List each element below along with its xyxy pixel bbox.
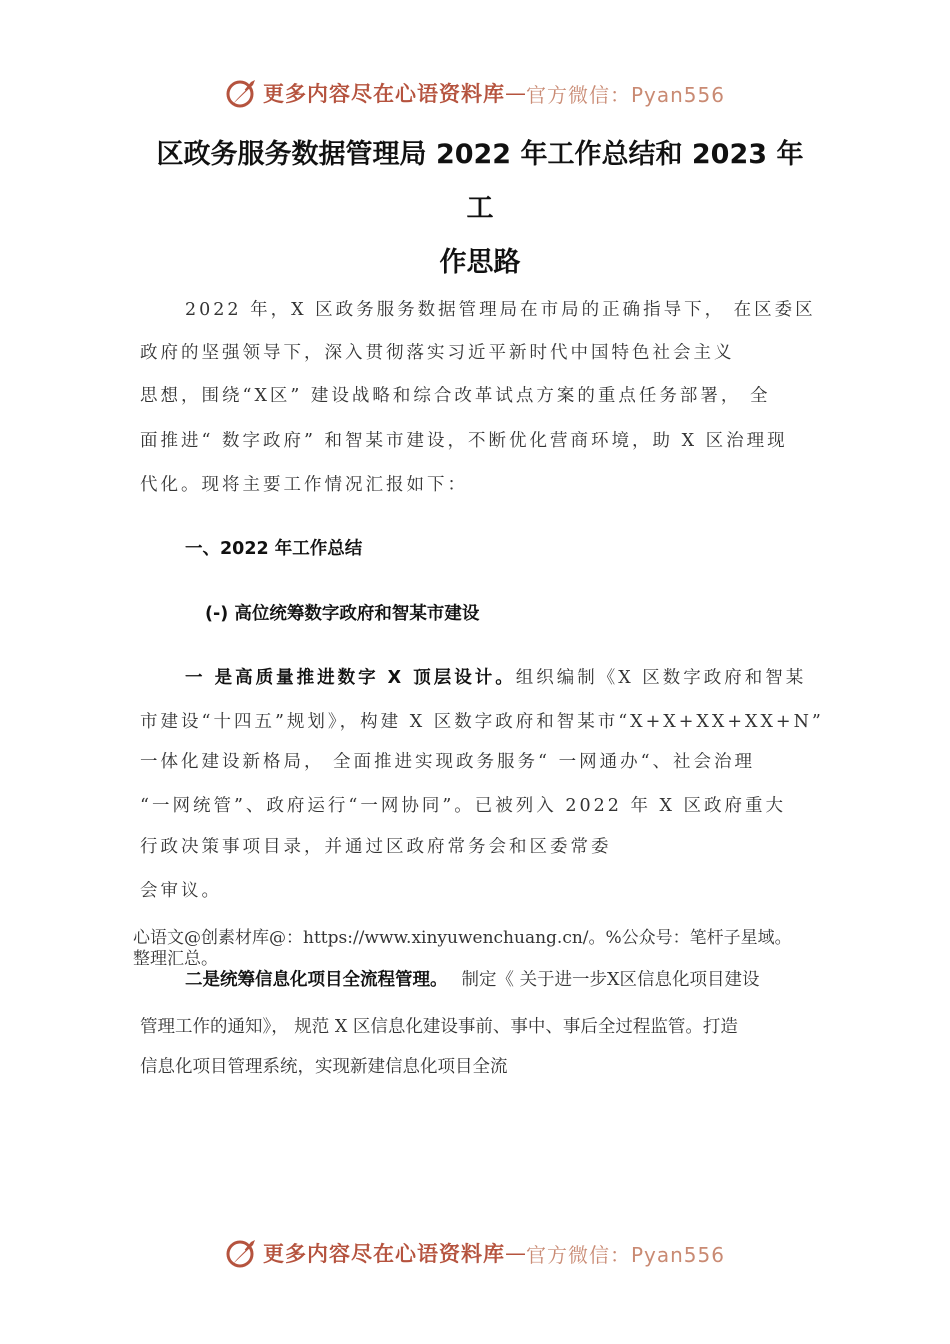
banner-dash: —: [504, 1241, 526, 1265]
banner-main-text: 更多内容尽在心语资料库: [262, 1242, 505, 1266]
banner-dash: —: [504, 81, 526, 105]
paragraph-1-line: 代化。现将主要工作情况汇报如下：: [140, 475, 468, 495]
paragraph-1-line: 面推进“ 数字政府” 和智某市建设，不断优化营商环境，助 X 区治理现: [140, 431, 788, 451]
paragraph-1-line: 思想，围绕“X区” 建设战略和综合改革试点方案的重点任务部署， 全: [140, 386, 771, 406]
paragraph-3-line: 管理工作的通知》， 规范 X 区信息化建设事前、事中、事后全过程监管。打造: [140, 1017, 738, 1037]
document-title: [150, 128, 810, 290]
quill-logo-icon: [225, 76, 259, 110]
source-note-line: 心语文@创素材库@：https://www.xinyuwenchuang.cn/。%公众号：笔杆子星域。: [133, 928, 792, 948]
paragraph-1-line: 2022 年，X 区政务服务数据管理局在市局的正确指导下， 在区委区: [185, 300, 816, 320]
subsection-heading: (-) 高位统筹数字政府和智某市建设: [205, 604, 480, 624]
source-note-line: 整理汇总。: [133, 949, 218, 969]
section-heading: 一、2022 年工作总结: [185, 539, 363, 559]
paragraph-3-line: 信息化项目管理系统，实现新建信息化项目全流: [140, 1057, 508, 1077]
paragraph-3-first-line: [185, 966, 760, 991]
banner-main-text: 更多内容尽在心语资料库: [262, 82, 505, 106]
quill-logo-icon: [225, 1236, 259, 1270]
paragraph-3-text: 制定《 关于进一步X区信息化项目建设: [461, 970, 760, 990]
paragraph-2-line: 市建设“十四五”规划》，构建 X 区数字政府和智某市“X+X+XX+XX+N”: [140, 712, 824, 732]
paragraph-2-line: “一网统管”、政府运行“一网协同”。已被列入 2022 年 X 区政府重大: [140, 796, 787, 816]
paragraph-2-lead: 一 是高质量推进数字 X 顶层设计。: [185, 668, 516, 688]
footer-watermark-banner: [0, 1230, 950, 1276]
banner-sub-text: 官方微信：Pyan556: [525, 1242, 725, 1267]
banner-sub-text: 官方微信：Pyan556: [525, 82, 725, 107]
paragraph-2-line: 会审议。: [140, 881, 222, 901]
title-line-2: 作思路: [439, 247, 521, 278]
paragraph-3-lead: 二是统筹信息化项目全流程管理。: [185, 970, 448, 990]
paragraph-2-text: 组织编制《X 区数字政府和智某: [515, 668, 807, 688]
header-watermark-banner: [0, 70, 950, 116]
paragraph-2-first-line: [185, 664, 806, 689]
paragraph-2-line: 行政决策事项目录，并通过区政府常务会和区委常委: [140, 837, 612, 857]
paragraph-2-line: 一体化建设新格局， 全面推进实现政务服务“ 一网通办“、社会治理: [140, 752, 756, 772]
title-line-1: 区政务服务数据管理局 2022 年工作总结和 2023 年工: [156, 139, 804, 224]
paragraph-1-line: 政府的坚强领导下，深入贯彻落实习近平新时代中国特色社会主义: [140, 343, 735, 363]
